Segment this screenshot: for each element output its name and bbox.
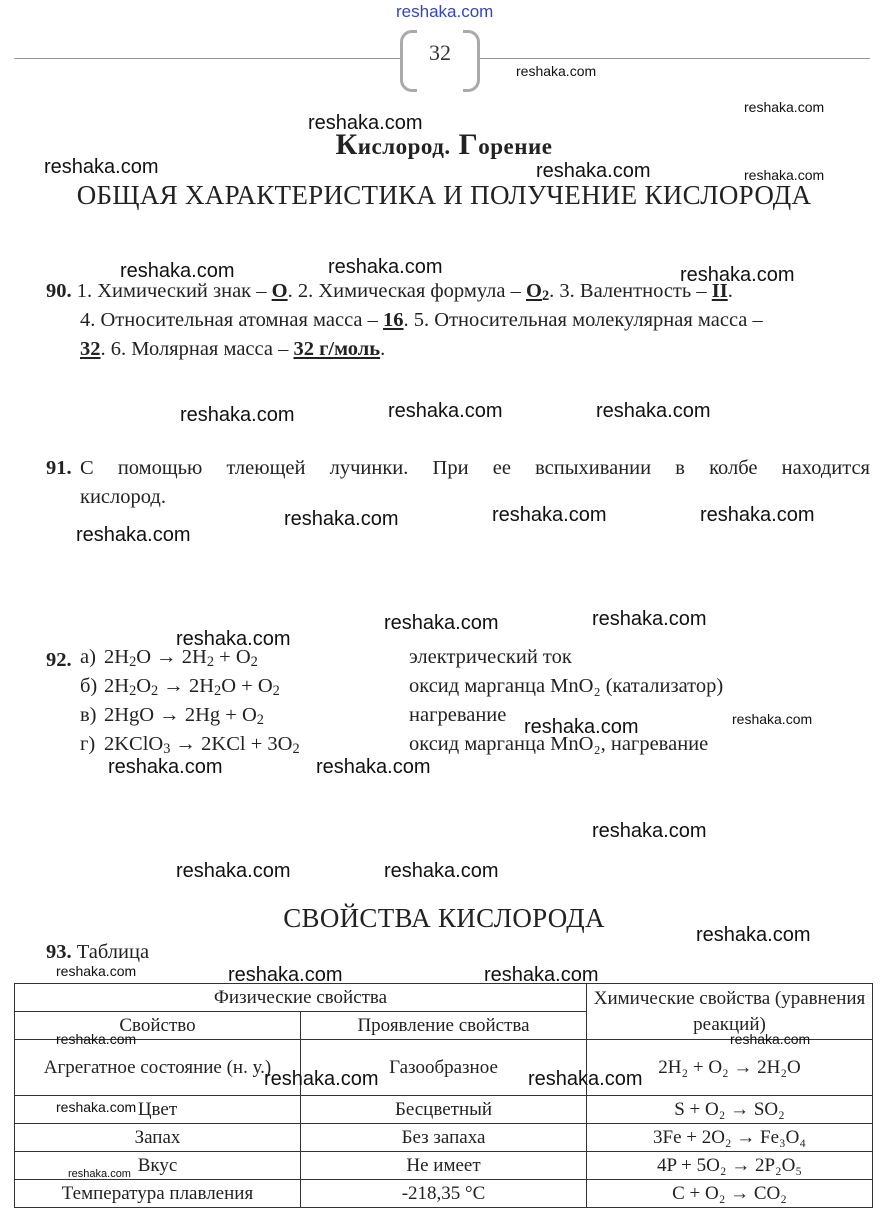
- chapter-title: Кислород. Горение: [335, 128, 553, 161]
- cell-reaction: C + O₂ → CO₂: [587, 1180, 873, 1208]
- cell-property: Цвет: [15, 1096, 301, 1124]
- reaction-letter: а): [80, 646, 96, 668]
- header-rule-right: [480, 58, 870, 59]
- header-rule-left: [14, 58, 400, 59]
- section-title-general: ОБЩАЯ ХАРАКТЕРИСТИКА И ПОЛУЧЕНИЕ КИСЛОРОДА: [76, 180, 812, 210]
- properties-table: [14, 983, 873, 1208]
- watermark: reshaka.com: [730, 1031, 811, 1047]
- reaction-equation: $2H_2O \to 2H_2 + O_2$: [104, 646, 258, 670]
- watermark: reshaka.com: [180, 404, 295, 426]
- cell-property: Вкус: [15, 1152, 301, 1180]
- watermark: reshaka.com: [744, 167, 825, 183]
- watermark: reshaka.com: [700, 504, 815, 526]
- watermark: reshaka.com: [176, 860, 291, 882]
- watermark: reshaka.com: [56, 1031, 137, 1047]
- cell-property: Запах: [15, 1124, 301, 1152]
- watermark: reshaka.com: [228, 964, 343, 986]
- answer-atomic-mass: 16: [383, 309, 404, 331]
- watermark: reshaka.com: [316, 756, 431, 778]
- cell-value: Без запаха: [301, 1124, 587, 1152]
- watermark: reshaka.com: [680, 264, 795, 286]
- cell-reaction: 3Fe + 2O₂ → Fe₃O₄: [587, 1124, 873, 1152]
- watermark: reshaka.com: [484, 964, 599, 986]
- cell-property: Температура плавления: [15, 1180, 301, 1208]
- cell-property: Агрегатное состояние (н. у.): [15, 1040, 301, 1096]
- answer-symbol: О: [271, 280, 288, 302]
- watermark: reshaka.com: [388, 400, 503, 422]
- watermark: reshaka.com: [284, 508, 399, 530]
- reaction-condition: оксид марганца MnO₂, нагревание: [409, 733, 709, 755]
- cell-reaction: 4P + 5O₂ → 2P₂O₅: [587, 1152, 873, 1180]
- task90-line2: 4. Относительная атомная масса – 16. 5. Относительная молекулярная масса –: [80, 309, 763, 331]
- table-row: [15, 1180, 873, 1208]
- cell-reaction: S + O₂ → SO₂: [587, 1096, 873, 1124]
- task91-line1: С помощью тлеющей лучинки. При ее вспыхивании в колбе находится: [80, 457, 870, 479]
- task91-number: 91.: [46, 457, 72, 479]
- page-number-box: [400, 30, 480, 86]
- task93-label: 93. Таблица: [46, 941, 150, 963]
- cell-value: Не имеет: [301, 1152, 587, 1180]
- task92-number: 92.: [46, 649, 72, 671]
- watermark: reshaka.com: [264, 1068, 379, 1090]
- header-site-link[interactable]: reshaka.com: [396, 2, 494, 21]
- watermark: reshaka.com: [328, 256, 443, 278]
- header-chemical: Химические свойства (уравнения реакций): [587, 984, 873, 1040]
- watermark: reshaka.com: [732, 711, 813, 727]
- watermark: reshaka.com: [524, 716, 639, 738]
- answer-molar-mass: 32 г/моль: [293, 338, 381, 360]
- reaction-equation: 2KClO$_3$ → $2KCl + 3O_2$: [104, 733, 300, 757]
- watermark: reshaka.com: [176, 628, 291, 650]
- watermark: reshaka.com: [56, 1099, 137, 1115]
- task90-line1: 90. 1. Химический знак – О. 2. Химическая формула – $O_2$. 3. Валентность – II.: [46, 280, 733, 304]
- reaction-condition: оксид марганца MnO₂ (катализатор): [409, 675, 724, 697]
- cell-value: -218,35 °С: [301, 1180, 587, 1208]
- watermark: reshaka.com: [120, 260, 235, 282]
- watermark: reshaka.com: [528, 1068, 643, 1090]
- watermark: reshaka.com: [596, 400, 711, 422]
- col-property: Свойство: [15, 1012, 301, 1040]
- task91-line2: кислород.: [80, 486, 166, 508]
- table-row: [15, 1124, 873, 1152]
- answer-molecular-mass: 32: [80, 338, 101, 360]
- cell-value: Газообразное: [301, 1040, 587, 1096]
- reaction-condition: электрический ток: [409, 646, 572, 668]
- watermark: reshaka.com: [108, 756, 223, 778]
- watermark: reshaka.com: [592, 608, 707, 630]
- page-number: 32: [429, 40, 451, 65]
- reaction-equation: $2H_2O_2 \to 2H_2O + O_2$: [104, 675, 280, 699]
- reaction-letter: в): [80, 704, 97, 726]
- watermark: reshaka.com: [308, 112, 423, 134]
- task90-line3: 32. 6. Молярная масса – 32 г/моль.: [80, 338, 386, 360]
- table-row: [15, 1152, 873, 1180]
- header-physical: Физические свойства: [15, 984, 587, 1012]
- watermark: reshaka.com: [696, 924, 811, 946]
- watermark: reshaka.com: [384, 860, 499, 882]
- watermark: reshaka.com: [68, 1168, 131, 1180]
- table-row: [15, 1040, 873, 1096]
- watermark: reshaka.com: [76, 524, 191, 546]
- watermark: reshaka.com: [492, 504, 607, 526]
- watermark: reshaka.com: [592, 820, 707, 842]
- col-manifestation: Проявление свойства: [301, 1012, 587, 1040]
- cell-reaction: 2H₂ + O₂ → 2H₂O: [587, 1040, 873, 1096]
- watermark: reshaka.com: [56, 963, 137, 979]
- cell-value: Бесцветный: [301, 1096, 587, 1124]
- reaction-equation: $2HgO \to 2Hg + O_2$: [104, 704, 264, 728]
- answer-valence: II: [711, 280, 728, 302]
- watermark: reshaka.com: [44, 156, 159, 178]
- reaction-letter: б): [80, 675, 98, 697]
- section-title-properties: СВОЙСТВА КИСЛОРОДА: [283, 903, 605, 933]
- reaction-letter: г): [80, 733, 96, 755]
- reaction-condition: нагревание: [409, 704, 507, 726]
- watermark: reshaka.com: [384, 612, 499, 634]
- table-row: [15, 1096, 873, 1124]
- answer-formula: $O_2$: [526, 280, 550, 304]
- watermark: reshaka.com: [744, 99, 825, 115]
- watermark: reshaka.com: [516, 63, 597, 79]
- watermark: reshaka.com: [536, 160, 651, 182]
